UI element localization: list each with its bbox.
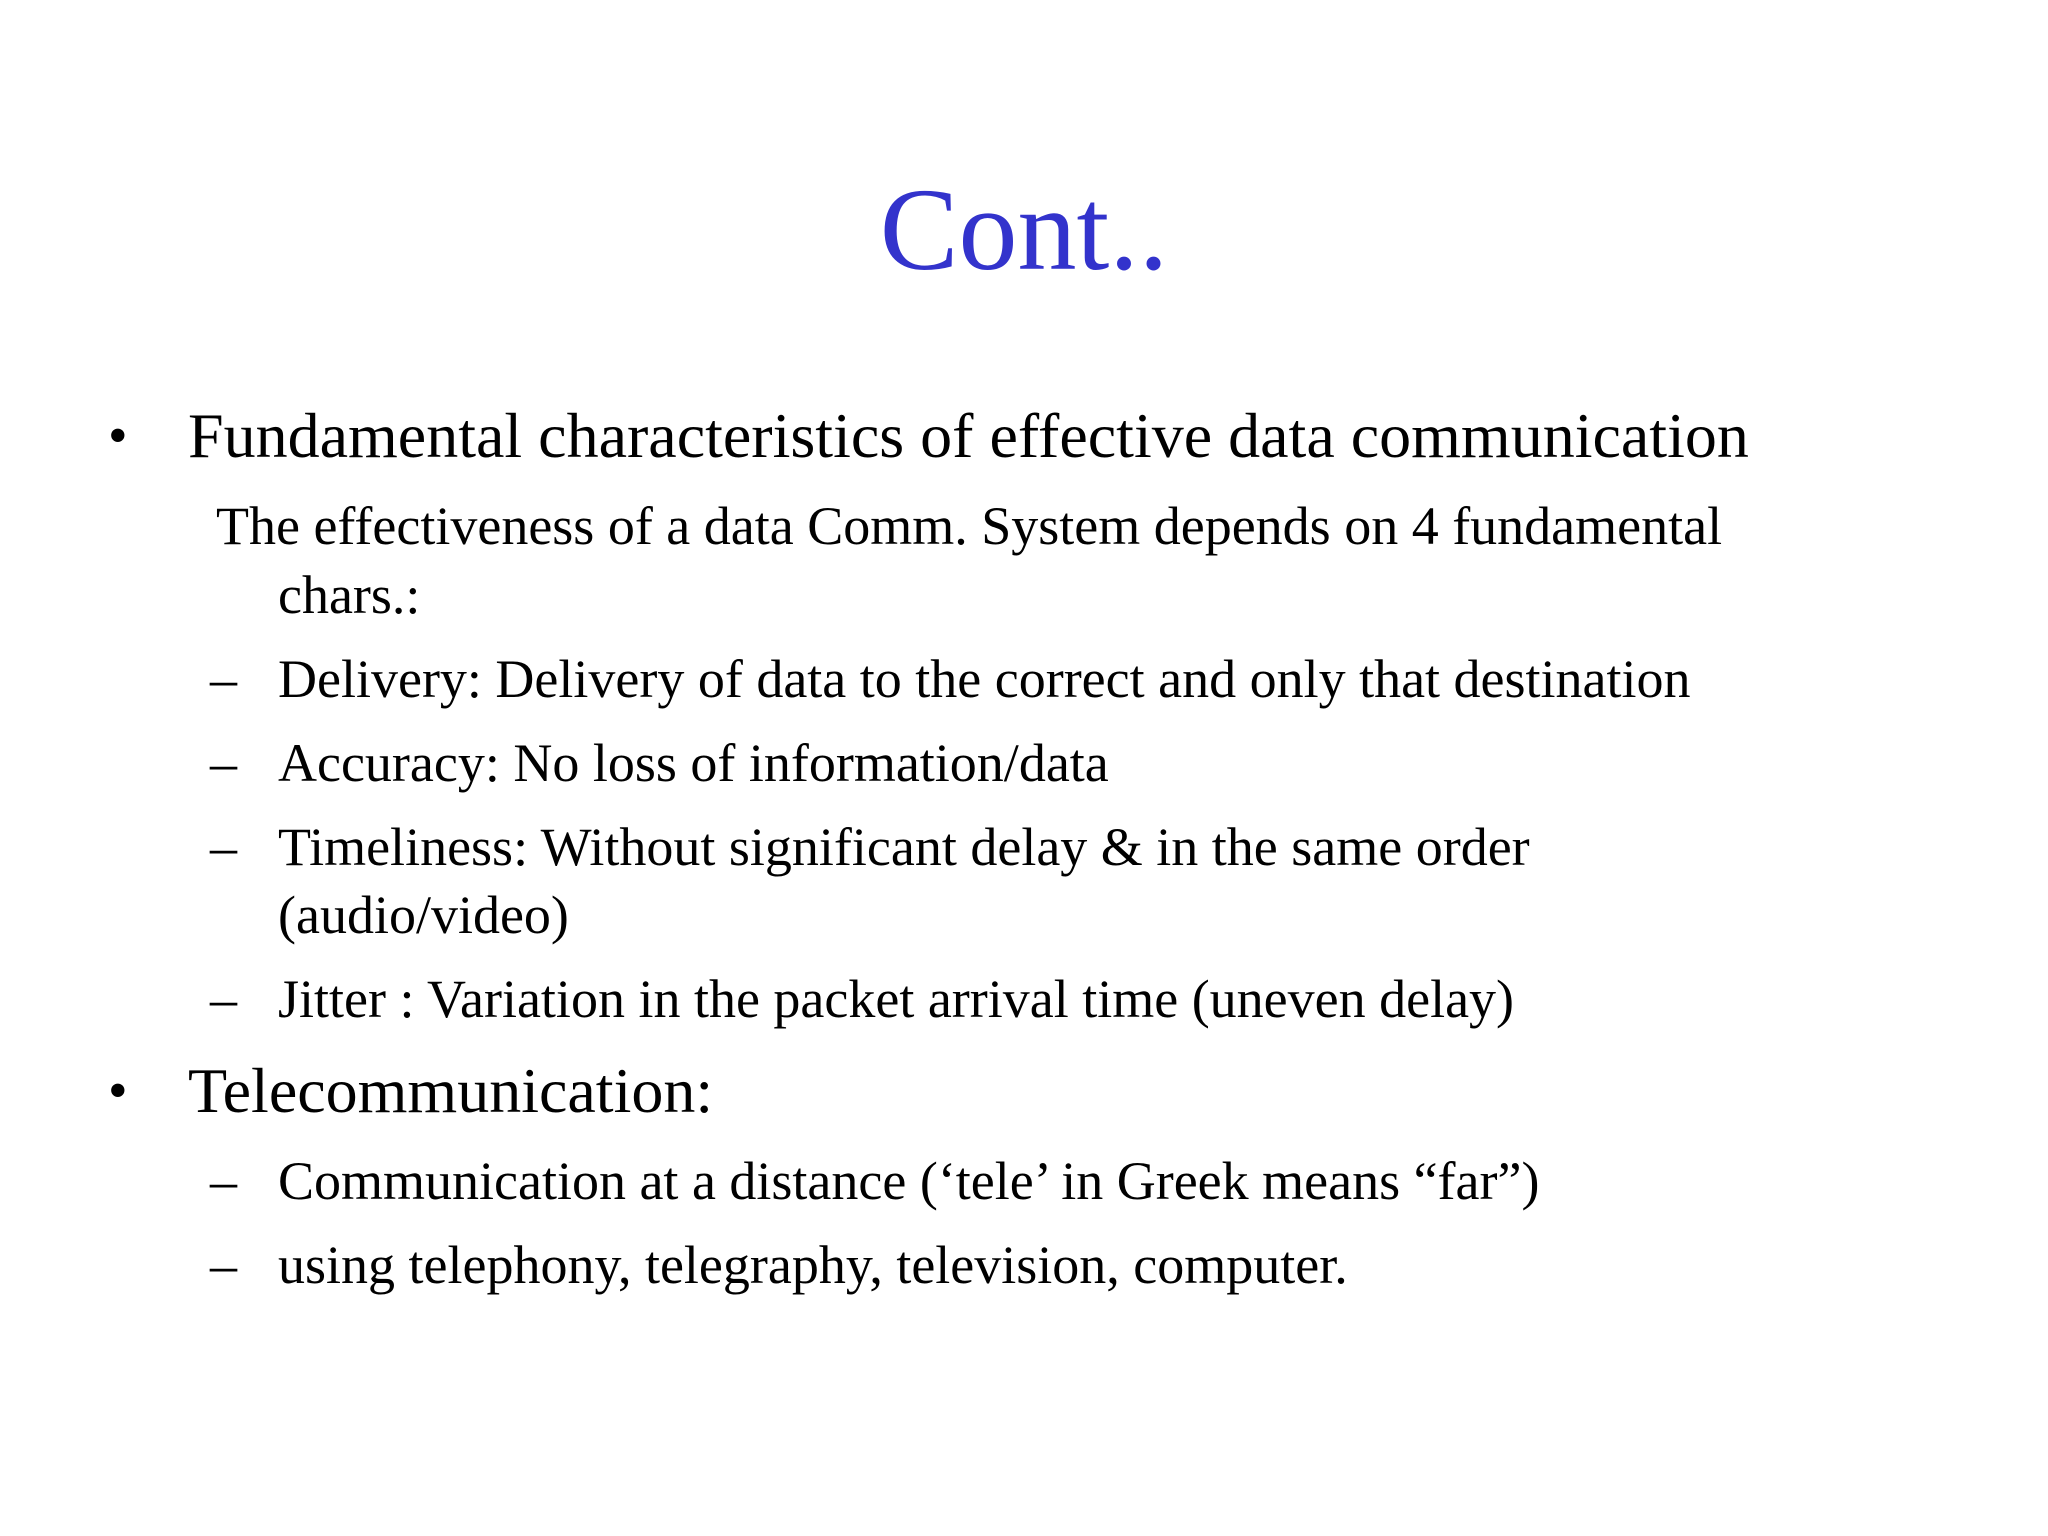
subitem-using-telephony: using telephony, telegraphy, television, computer. xyxy=(278,1235,1348,1295)
subitem-accuracy: Accuracy: No loss of information/data xyxy=(278,733,1109,793)
bullet-marker: • xyxy=(108,1060,128,1122)
dash-marker: – xyxy=(210,969,237,1029)
subitem-timeliness-line-1: Timeliness: Without significant delay & in the same order xyxy=(278,817,1530,877)
bullet-text-telecommunication: Telecommunication: xyxy=(188,1055,714,1126)
dash-marker: – xyxy=(210,1235,237,1295)
subitem-timeliness-line-2: (audio/video) xyxy=(278,885,569,945)
intro-text-line-2: chars.: xyxy=(278,565,421,625)
bullet-marker: • xyxy=(108,405,128,467)
dash-marker: – xyxy=(210,817,237,877)
dash-marker: – xyxy=(210,733,237,793)
subitem-delivery: Delivery: Delivery of data to the correct and only that destination xyxy=(278,649,1691,709)
subitem-communication-at-distance: Communication at a distance (‘tele’ in Greek means “far”) xyxy=(278,1151,1540,1211)
dash-marker: – xyxy=(210,649,237,709)
bullet-text-fundamental-characteristics: Fundamental characteristics of effective data communication xyxy=(188,400,1749,471)
subitem-jitter: Jitter : Variation in the packet arrival time (uneven delay) xyxy=(278,969,1515,1029)
dash-marker: – xyxy=(210,1151,237,1211)
slide-title: Cont.. xyxy=(879,164,1169,295)
intro-text-line-1: The effectiveness of a data Comm. System depends on 4 fundamental xyxy=(216,496,1723,556)
